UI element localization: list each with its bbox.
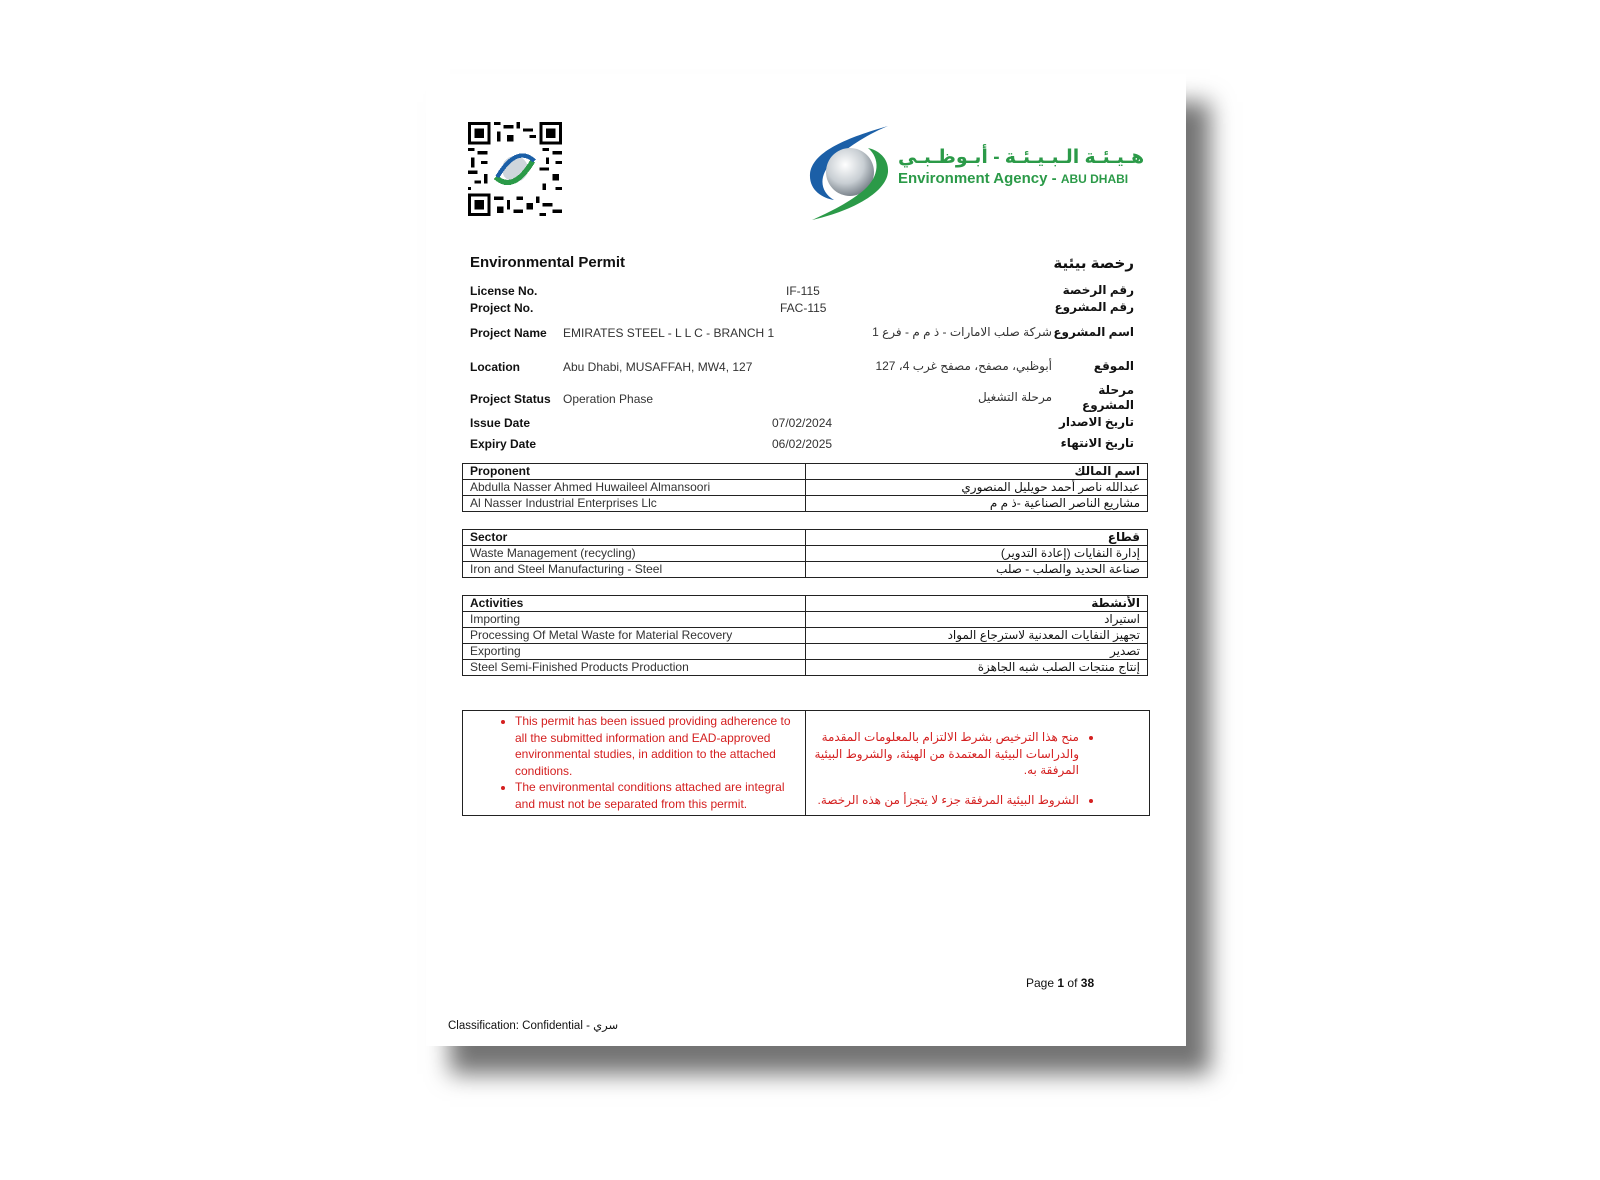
project-name-label-arabic: اسم المشروع <box>1053 325 1134 339</box>
project-status-label-arabic: مرحلة المشروع <box>1082 383 1134 412</box>
proponent-header-arabic: اسم المالك <box>806 464 1148 480</box>
permit-notes-box <box>462 710 1150 816</box>
project-no-value: FAC-115 <box>780 301 827 315</box>
cell-en: Exporting <box>463 644 806 660</box>
note-item: • The environmental conditions attached are integral and must not be separated from this permit. <box>515 779 797 812</box>
table-row <box>463 496 1148 512</box>
table-row <box>463 644 1148 660</box>
location-label: Location <box>470 360 520 374</box>
cell-en: Steel Semi-Finished Products Production <box>463 660 806 676</box>
classification-label: Classification: Confidential - سري <box>448 1020 619 1032</box>
cell-ar: تجهيز النفايات المعدنية لاسترجاع المواد <box>806 628 1148 644</box>
table-row <box>463 562 1148 578</box>
cell-en: Waste Management (recycling) <box>463 546 806 562</box>
document-title: Environmental Permit <box>470 254 626 271</box>
agency-logo <box>806 124 1145 222</box>
location-value: Abu Dhabi, MUSAFFAH, MW4, 127 <box>563 360 753 374</box>
sector-header-arabic: قطاع <box>806 530 1148 546</box>
table-row <box>463 660 1148 676</box>
cell-ar: استيراد <box>806 612 1148 628</box>
logo-english-text: Environment Agency - ABU DHABI <box>898 170 1129 187</box>
cell-ar: إدارة النفايات (إعادة التدوير) <box>806 546 1148 562</box>
note-item-arabic: • منح هذا الترخيص بشرط الالتزام بالمعلومات المقدمة والدراسات البيئية المعتمدة من الهيئة، والشروط البيئية المرفقة به. <box>814 729 1079 779</box>
project-name-value: EMIRATES STEEL - L L C - BRANCH 1 <box>563 326 775 340</box>
issue-date-label-arabic: تاريخ الاصدار <box>1058 415 1134 429</box>
project-no-label-arabic: رقم المشروع <box>1054 300 1134 314</box>
license-label-arabic: رقم الرخصة <box>1062 283 1134 297</box>
cell-ar: إنتاج منتجات الصلب شبه الجاهزة <box>806 660 1148 676</box>
cell-en: Processing Of Metal Waste for Material Recovery <box>463 628 806 644</box>
note-item-arabic: • الشروط البيئية المرفقة جزء لا يتجزأ من هذه الرخصة. <box>814 792 1079 809</box>
table-header-row <box>463 596 1148 612</box>
license-label: License No. <box>470 284 538 298</box>
table-row <box>463 628 1148 644</box>
activities-table <box>462 595 1148 676</box>
location-label-arabic: الموقع <box>1093 359 1134 373</box>
sector-header: Sector <box>463 530 806 546</box>
proponent-header: Proponent <box>463 464 806 480</box>
table-row <box>463 480 1148 496</box>
cell-en: Al Nasser Industrial Enterprises Llc <box>463 496 806 512</box>
project-name-label: Project Name <box>470 326 547 340</box>
page-number: Page 1 of 38 <box>1026 976 1095 990</box>
cell-ar: مشاريع الناصر الصناعية -ذ م م <box>806 496 1148 512</box>
issue-date-label: Issue Date <box>470 416 531 430</box>
expiry-date-label: Expiry Date <box>470 437 537 451</box>
activities-header: Activities <box>463 596 806 612</box>
table-row <box>463 546 1148 562</box>
issue-date-value: 07/02/2024 <box>772 416 833 430</box>
cell-ar: تصدير <box>806 644 1148 660</box>
globe-icon <box>806 124 892 222</box>
proponent-table <box>462 463 1148 512</box>
cell-en: Abdulla Nasser Ahmed Huwaileel Almansoori <box>463 480 806 496</box>
cell-ar: صناعة الحديد والصلب - صلب <box>806 562 1148 578</box>
location-value-arabic: أبوظبي، مصفح، مصفح غرب 4، 127 <box>875 359 1052 373</box>
document-title-arabic: رخصة بيئية <box>1053 255 1134 272</box>
license-value: IF-115 <box>786 284 820 298</box>
notes-english <box>463 711 806 815</box>
qr-code <box>468 122 562 216</box>
table-row <box>463 612 1148 628</box>
project-name-value-arabic: شركة صلب الامارات - ذ م م - فرع 1 <box>872 325 1052 339</box>
logo-arabic-text: هـيـئـة الـبـيـئـة - أبـوظـبـي <box>898 147 1145 168</box>
project-status-value: Operation Phase <box>563 392 654 406</box>
cell-en: Importing <box>463 612 806 628</box>
permit-page <box>426 74 1186 1046</box>
project-status-label: Project Status <box>470 392 551 406</box>
project-no-label: Project No. <box>470 301 534 315</box>
cell-en: Iron and Steel Manufacturing - Steel <box>463 562 806 578</box>
note-item: • This permit has been issued providing adherence to all the submitted information and EAD-approved environmental studies, in addition to the attached conditions. <box>515 713 797 779</box>
table-header-row <box>463 464 1148 480</box>
activities-header-arabic: الأنشطة <box>806 596 1148 612</box>
sector-table <box>462 529 1148 578</box>
notes-arabic <box>806 711 1149 815</box>
cell-ar: عبدالله ناصر أحمد حويليل المنصوري <box>806 480 1148 496</box>
table-header-row <box>463 530 1148 546</box>
expiry-date-value: 06/02/2025 <box>772 437 833 451</box>
project-status-value-arabic: مرحلة التشغيل <box>977 390 1052 404</box>
expiry-date-label-arabic: تاريخ الانتهاء <box>1060 436 1134 450</box>
